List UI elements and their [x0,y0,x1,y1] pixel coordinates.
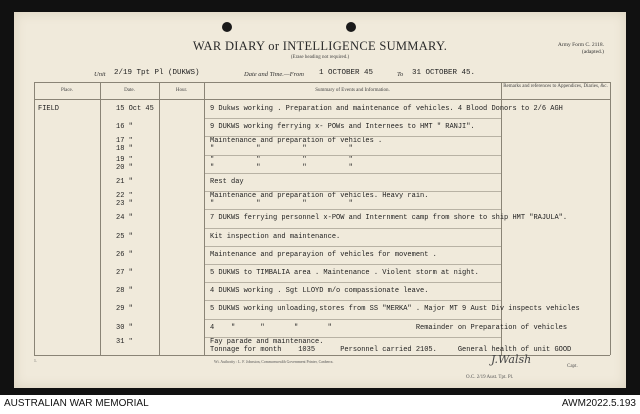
entry-date: 15 Oct 45 [116,105,154,113]
form-number-adapted: (adapted.) [581,49,604,55]
column-divider [159,82,160,355]
entry-place [38,264,98,282]
signature: J.Walsh [491,353,532,366]
entry-date: 21 " [116,177,133,186]
entry-place [38,192,98,210]
entry-summary: 5 DUKWS to TIMBALIA area . Maintenance . Violent storm at night. [210,268,479,277]
entry-date: 24 " [116,214,133,223]
punch-hole [222,22,232,32]
datetime-label: Date and Time.—From [244,71,304,78]
entry-summary: Kit inspection and maintenance. [210,232,341,241]
entry-place [38,137,98,155]
unit-label: Unit [94,71,106,78]
page-mark: 1. [34,359,37,363]
war-diary-sheet [14,12,626,388]
entry-date: 25 " [116,232,133,241]
form-number-line: Army Form C. 2118. [557,42,604,48]
entry-place [38,338,98,356]
entry-place [38,319,98,337]
entry-date: 16 " [116,123,133,132]
entry-place [38,118,98,136]
entry-place [38,282,98,300]
entry-date: 28 " [116,287,133,296]
from-date: 1 OCTOBER 45 [319,69,374,77]
column-header-summary: Summary of Events and Information. [315,88,390,93]
entry-date: 19 " 20 " [116,155,133,172]
punch-hole [346,22,356,32]
caption-right: AWM2022.5.193 [561,398,636,409]
entry-date: 30 " [116,323,133,332]
entry-date: 27 " [116,268,133,277]
entry-date: 31 " [116,337,133,346]
entry-place [38,156,98,174]
column-header-place: Place. [60,88,74,93]
entry-date: 17 " 18 " [116,137,133,154]
caption-left: AUSTRALIAN WAR MEMORIAL [4,398,149,409]
entry-date: 29 " [116,305,133,314]
entry-date: 26 " [116,250,133,259]
entry-place [38,300,98,318]
to-label: To [397,71,404,78]
column-header-hour: Hour. [175,88,188,93]
entry-summary: 5 DUKWS working unloading,stores from SS "MERKA" . Major MT 9 Aust Div inspects vehicles [210,305,580,314]
column-divider [610,82,611,355]
entry-summary: Rest day [210,177,244,186]
signature-role: O.C. 2/19 Aust. Tpt. Pl. [466,375,514,380]
column-header-remarks: Remarks and references to Appendices, Diaries, &c. [503,84,608,89]
column-divider [34,82,35,355]
entry-summary: 4 " " " " Remainder on Preparation of vehicles [210,323,568,332]
entry-summary: Maintenance and preparation of vehicles . " " " " [210,137,383,154]
printer-note: Wt. Authority : L. F. Johnston, Commonwealth Government Printer, Canberra. [214,360,334,364]
entry-date: 22 " 23 " [116,192,133,209]
signature-title: Capt. [567,364,578,369]
column-divider [100,82,101,355]
entry-place [38,246,98,264]
to-date: 31 OCTOBER 45. [412,69,476,77]
entry-summary: 9 Dukws working . Preparation and maintenance of vehicles. 4 Blood Donors to 2/6 AGH [210,105,563,113]
entry-place [38,173,98,191]
page-subtitle: (Erase heading not required.) [290,55,350,60]
unit-value: 2/19 Tpt Pl (DUKWS) [114,69,200,77]
entry-summary: Fay parade and maintenance. Tonnage for month 1035 Personnel carried 2105. General health of unit GOOD [210,337,572,354]
entry-summary: Maintenance and preparation of vehicles. Heavy rain. " " " " [210,192,429,209]
entry-place [38,209,98,227]
entry-place: FIELD [38,105,60,113]
entry-summary: 4 DUKWS working . Sgt LLOYD m/o compassionate leave. [210,287,429,296]
entry-place [38,228,98,246]
entry-summary: 7 DUKWS ferrying personnel x-POW and Internment camp from shore to ship HMT "RAJULA". [210,214,568,223]
entry-summary: " " " " " " " " [210,155,353,172]
page-title: WAR DIARY or INTELLIGENCE SUMMARY. [192,39,448,53]
entry-summary: 9 DUKWS working ferrying x- POWs and Internees to HMT " RANJI". [210,123,475,132]
column-header-date: Date. [124,88,135,93]
table-top-border [34,82,610,83]
entry-summary: Maintenance and preparayion of vehicles for movement . [210,250,437,259]
column-divider [204,82,205,355]
form-number [558,42,604,56]
